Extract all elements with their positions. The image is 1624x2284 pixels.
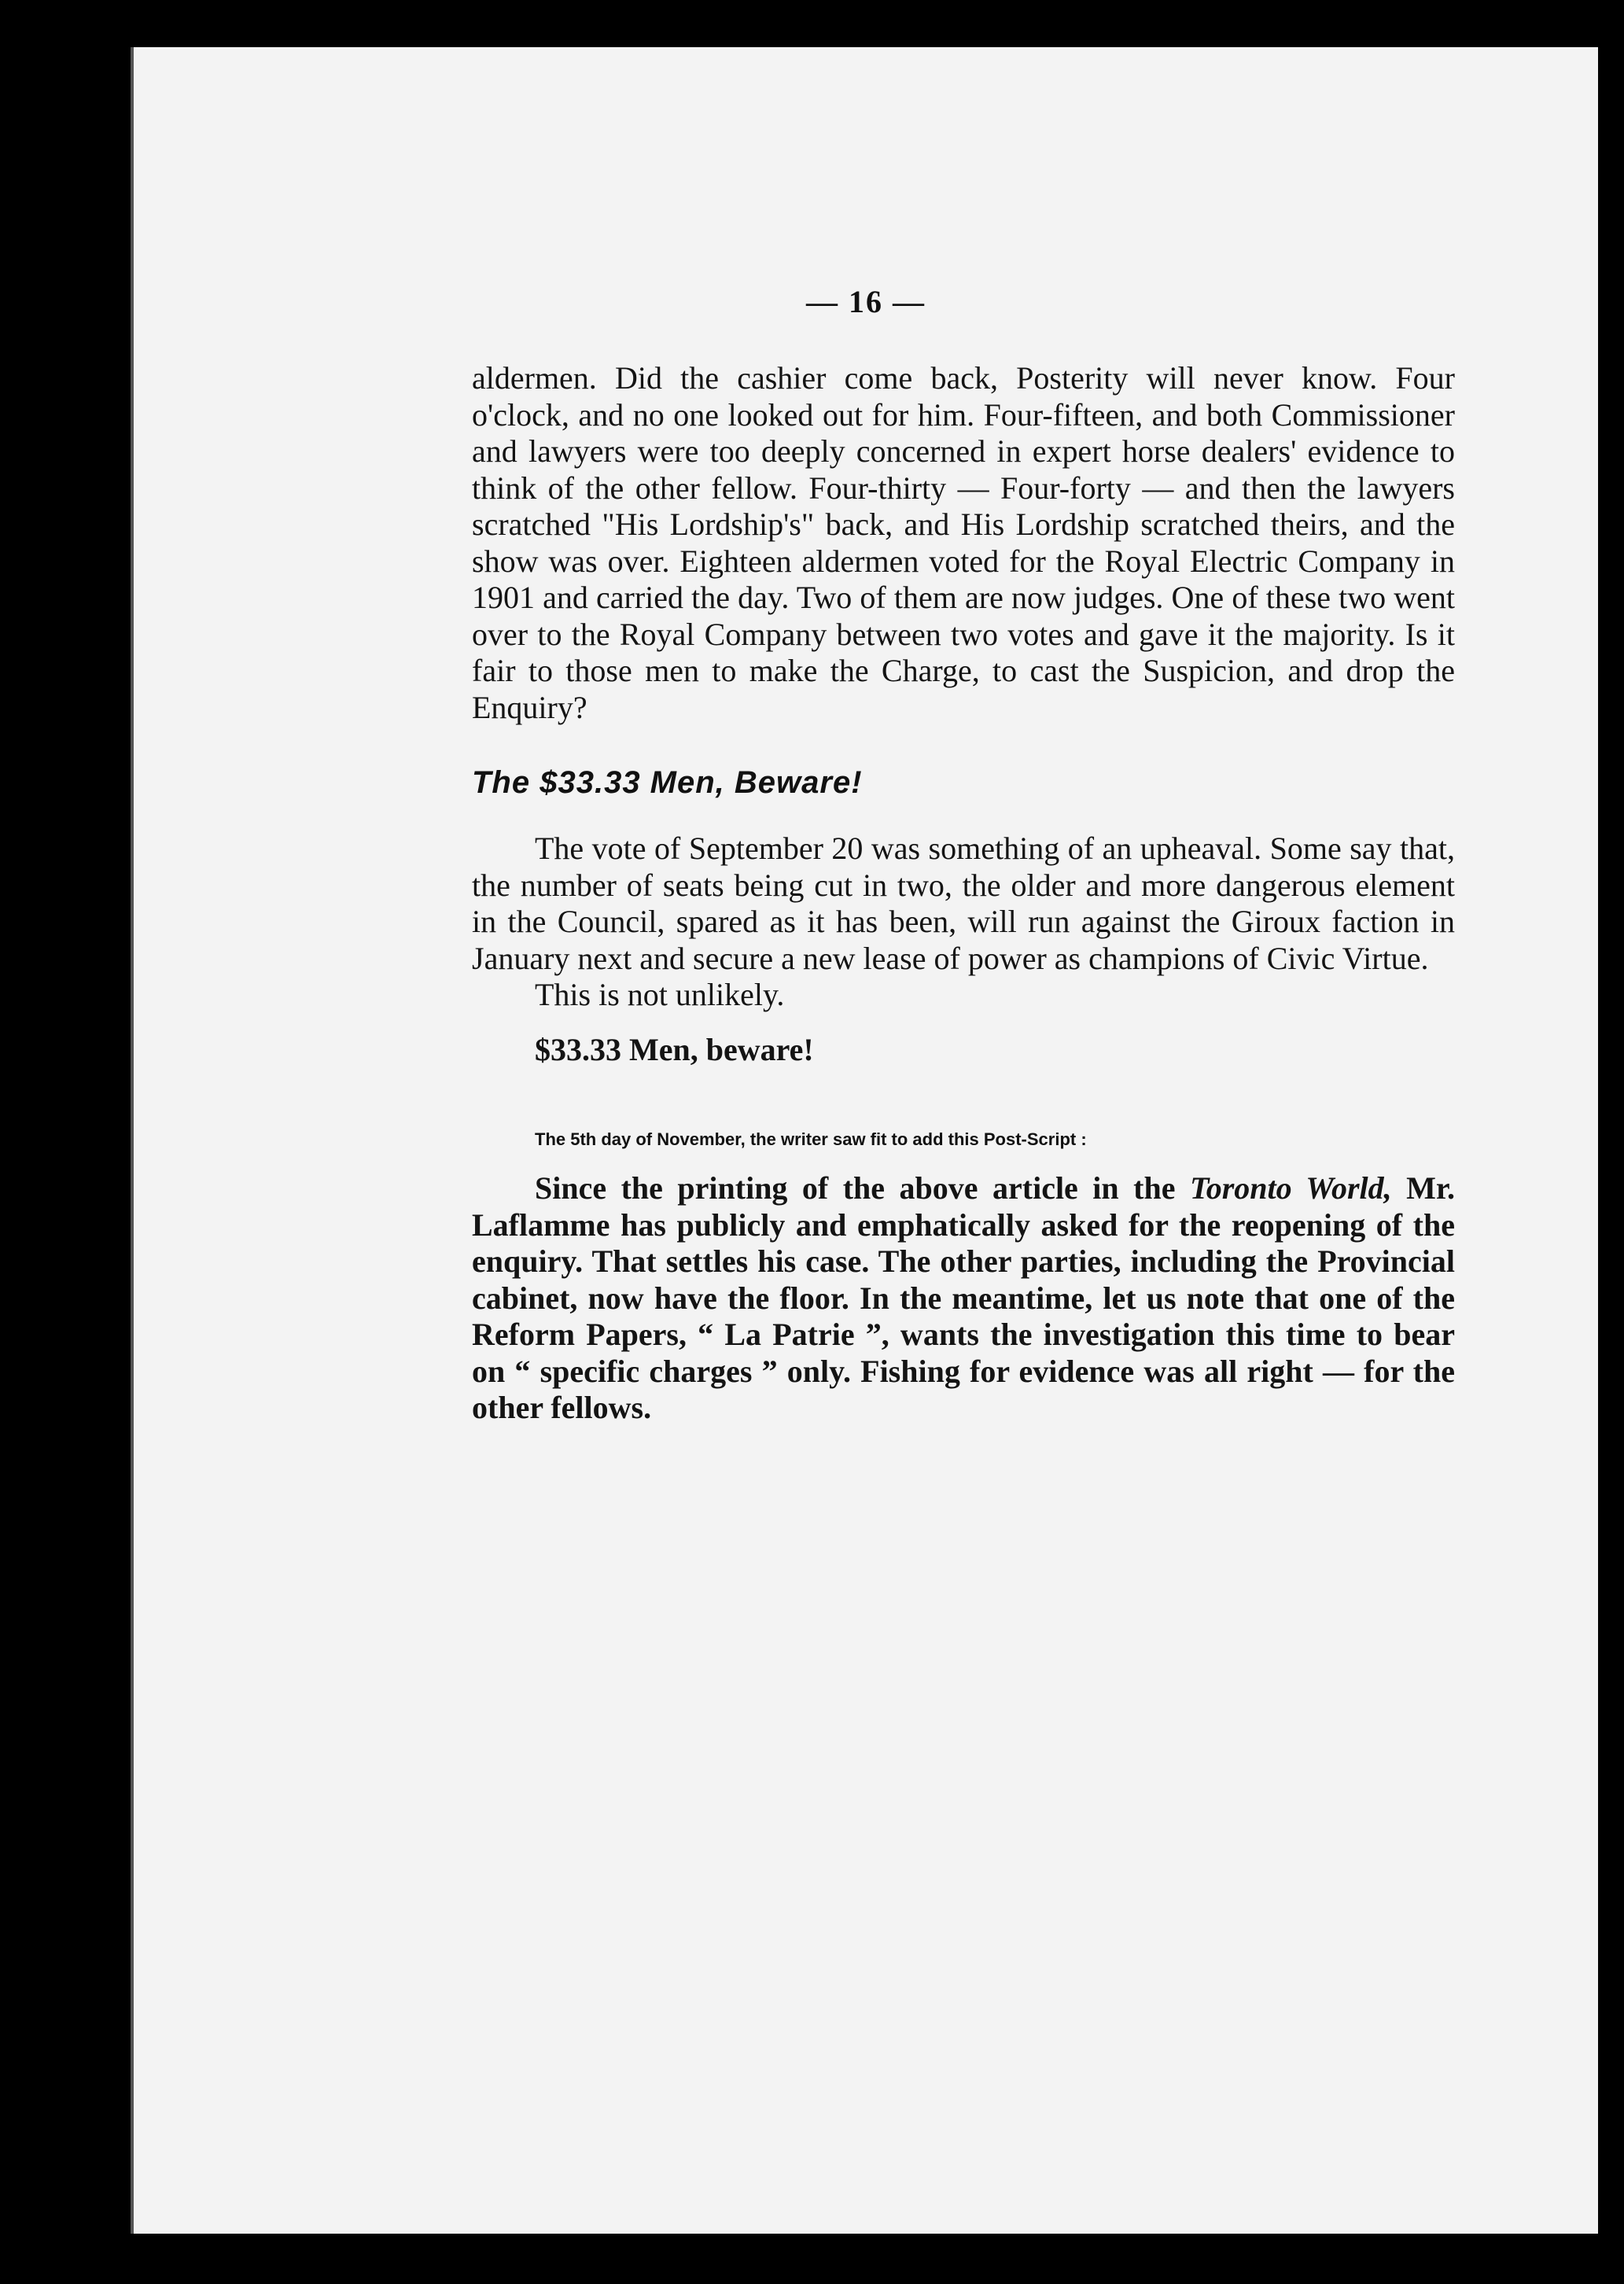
document-page — [131, 47, 1598, 2234]
page-number: — 16 — — [806, 284, 926, 319]
line-beware: $33.33 Men, beware! — [535, 1032, 814, 1067]
postscript-note: The 5th day of November, the writer saw fit to add this Post-Script : — [535, 1129, 1087, 1149]
line-not-unlikely: This is not unlikely. — [535, 977, 785, 1012]
postscript-paragraph — [472, 1170, 1455, 1427]
postscript-text-before: Since the printing of the above article in the — [535, 1170, 1190, 1206]
postscript-text-after: Mr. Laflamme has publicly and emphatically asked for the reopening of the enquiry. That settles his case. The other parties, including the Provincial cabinet, now have the floor. In the meantime, let us note that one of the Reform Papers, “ La Patrie ”, wants the investigation this time to bear on “ specific charges ” only. Fishing for evidence was all right — for the other fellows. — [472, 1170, 1455, 1425]
page-content — [472, 360, 1455, 1427]
section-heading: The $33.33 Men, Beware! — [472, 765, 863, 800]
postscript-paper-name: Toronto World, — [1189, 1170, 1392, 1206]
paragraph-vote: The vote of September 20 was something of an upheaval. Some say that, the number of seats being cut in two, the older and more dangerous element in the Council, spared as it has been, will run against the Giroux faction in January next and secure a new lease of power as champions of Civic Virtue. — [472, 831, 1455, 976]
paragraph-aldermen: aldermen. Did the cashier come back, Posterity will never know. Four o'clock, and no one looked out for him. Four-fifteen, and both Commissioner and lawyers were too deeply concerned in expert horse dealers' evidence to think of the other fellow. Four-thirty — Four-forty — and then the lawyers scratched "His Lordship's" back, and His Lordship scratched theirs, and the show was over. Eighteen aldermen voted for the Royal Electric Company in 1901 and carried the day. Two of them are now judges. One of these two went over to the Royal Company between two votes and gave it the majority. Is it fair to those men to make the Charge, to cast the Suspicion, and drop the Enquiry? — [472, 360, 1455, 725]
